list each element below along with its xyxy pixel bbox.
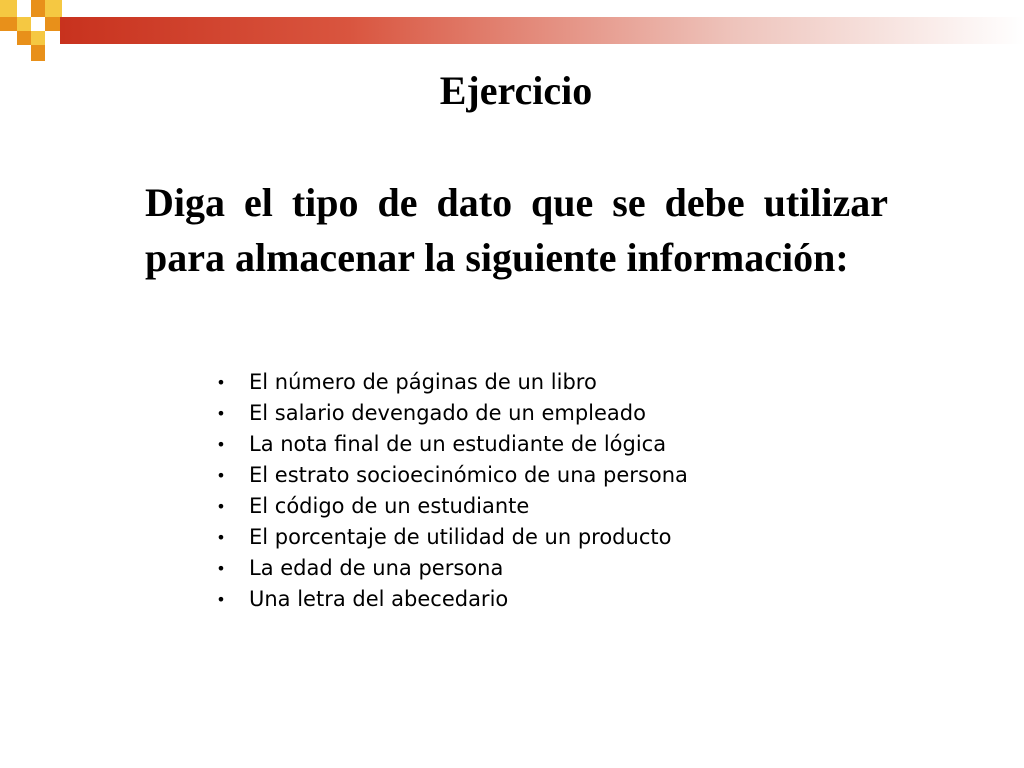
deco-square [17, 31, 31, 45]
bullet-icon: • [216, 559, 226, 578]
list-item [214, 460, 688, 491]
bullet-icon: • [216, 404, 226, 423]
deco-square [17, 17, 31, 31]
bullet-icon: • [216, 528, 226, 547]
header-decoration [0, 0, 1024, 64]
list-item-text: El porcentaje de utilidad de un producto [249, 525, 672, 549]
deco-square [17, 0, 31, 17]
item-list [214, 367, 688, 615]
deco-square [0, 0, 17, 17]
slide-title: Ejercicio [439, 68, 593, 113]
list-item [214, 429, 688, 460]
list-item [214, 522, 688, 553]
deco-square [31, 45, 45, 61]
list-item-text: Una letra del abecedario [249, 587, 509, 611]
bullet-icon: • [216, 590, 226, 609]
list-item [214, 553, 688, 584]
deco-square [0, 31, 17, 45]
list-item-text: La nota final de un estudiante de lógica [249, 432, 667, 456]
bullet-icon: • [216, 373, 226, 392]
deco-square [45, 0, 62, 17]
list-item-text: La edad de una persona [249, 556, 504, 580]
deco-square [31, 17, 45, 31]
list-item [214, 367, 688, 398]
exercise-prompt: Diga el tipo de dato que se debe utilizar para almacenar la siguiente información: [145, 180, 888, 280]
list-item-text: El número de páginas de un libro [249, 370, 597, 394]
list-item [214, 398, 688, 429]
deco-square [31, 31, 45, 45]
list-item [214, 584, 688, 615]
header-gradient-bar [60, 17, 1024, 44]
bullet-icon: • [216, 466, 226, 485]
list-item-text: El estrato socioecinómico de una persona [249, 463, 688, 487]
list-item-text: El salario devengado de un empleado [249, 401, 646, 425]
deco-square [31, 0, 45, 17]
deco-square [0, 17, 17, 31]
bullet-icon: • [216, 497, 226, 516]
list-item [214, 491, 688, 522]
bullet-icon: • [216, 435, 226, 454]
list-item-text: El código de un estudiante [249, 494, 530, 518]
